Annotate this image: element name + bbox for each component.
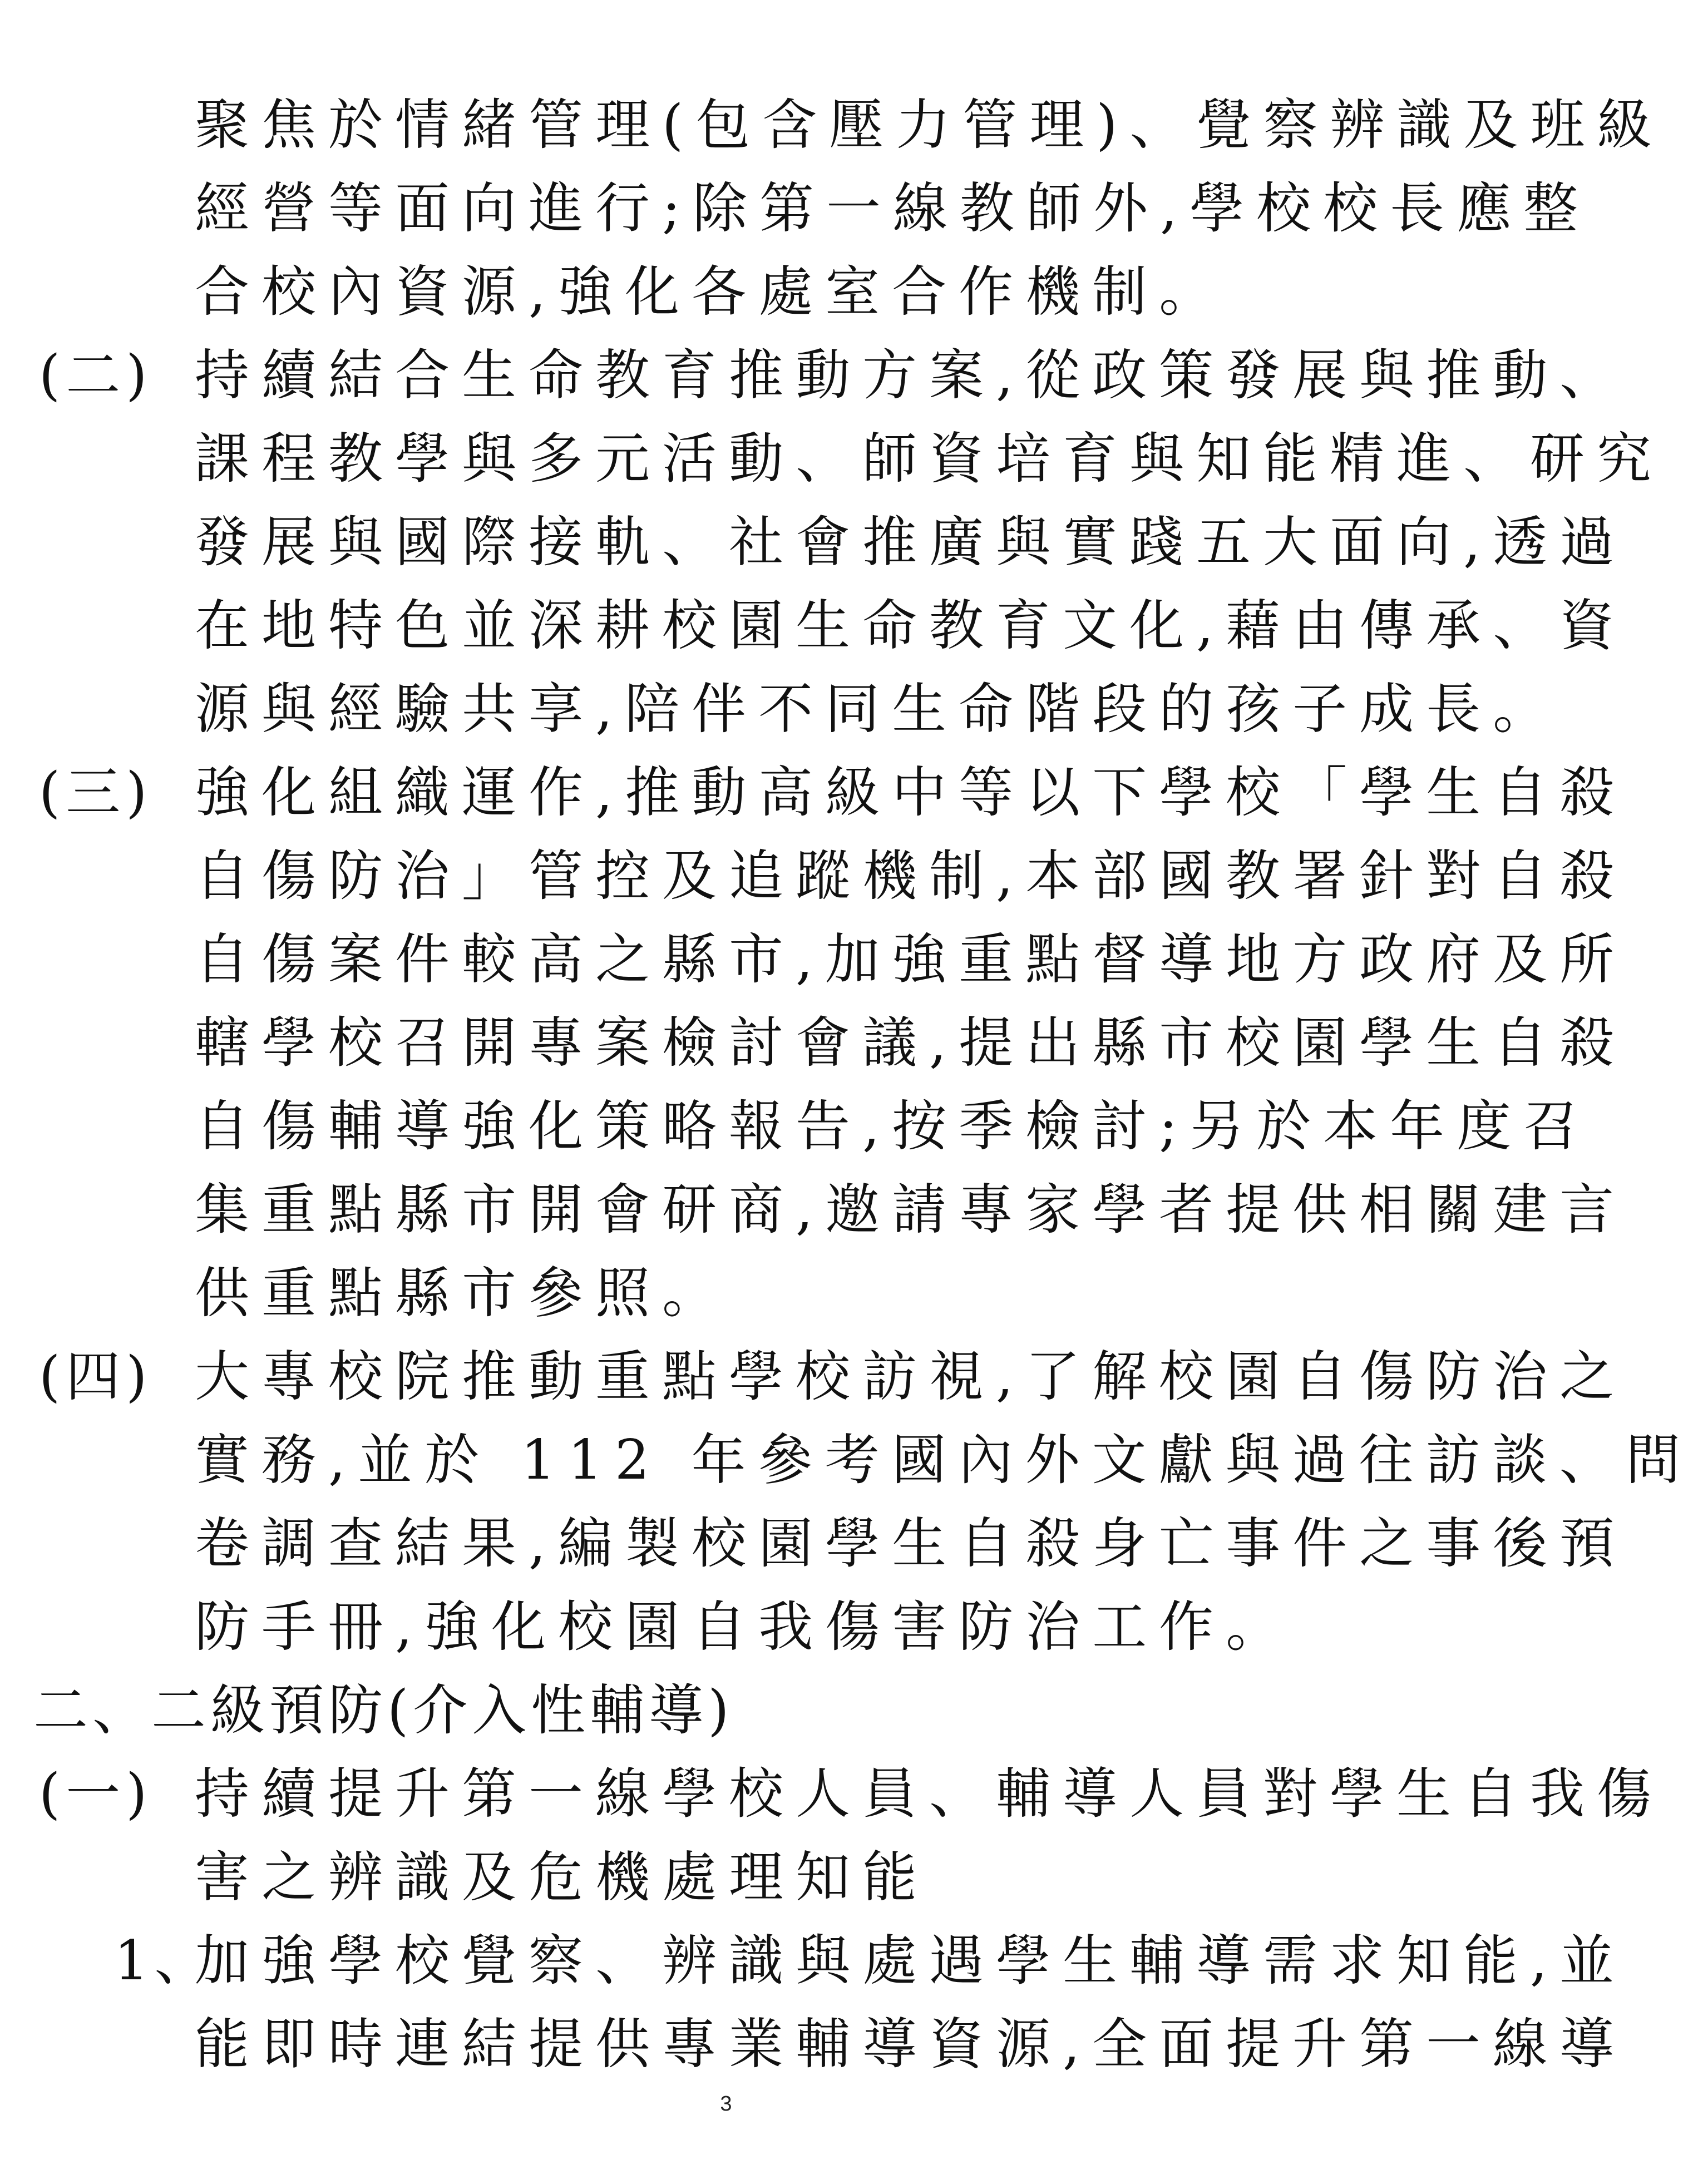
item-2-1-line-2: 害之辨識及危機處理知能 [195, 1846, 930, 1909]
intro-line-1: 聚焦於情緒管理(包含壓力管理)、覺察辨識及班級 [195, 93, 1664, 157]
item-4-line-2: 實務,並於 112 年參考國內外文獻與過往訪談、問 [195, 1429, 1693, 1492]
page-number: 3 [720, 2092, 732, 2116]
item-3-line-5: 自傷輔導強化策略報告,按季檢討;另於本年度召 [195, 1095, 1591, 1158]
item-2-line-5: 源與經驗共享,陪伴不同生命階段的孩子成長。 [195, 678, 1560, 741]
sub-1-line-2: 能即時連結提供專業輔導資源,全面提升第一線導 [195, 2013, 1627, 2076]
item-2-label: (二) [39, 344, 153, 407]
item-2-line-1: 持續結合生命教育推動方案,從政策發展與推動、 [195, 344, 1627, 407]
item-3-line-1: 強化組織運作,推動高級中等以下學校「學生自殺 [195, 761, 1627, 824]
item-3-line-7: 供重點縣市參照。 [195, 1262, 729, 1325]
item-2-1-label: (一) [39, 1762, 153, 1826]
item-4-line-1: 大專校院推動重點學校訪視,了解校園自傷防治之 [195, 1345, 1627, 1409]
item-3-line-2: 自傷防治」管控及追蹤機制,本部國教署針對自殺 [195, 844, 1627, 908]
item-2-line-2: 課程教學與多元活動、師資培育與知能精進、研究 [195, 427, 1664, 491]
item-2-line-4: 在地特色並深耕校園生命教育文化,藉由傳承、資 [195, 594, 1627, 658]
item-4-line-3: 卷調查結果,編製校園學生自殺身亡事件之事後預 [195, 1512, 1627, 1575]
item-4-label: (四) [39, 1345, 153, 1409]
item-2-line-3: 發展與國際接軌、社會推廣與實踐五大面向,透過 [195, 511, 1627, 574]
item-3-line-3: 自傷案件較高之縣市,加強重點督導地方政府及所 [195, 928, 1627, 991]
section-2-heading: 二、二級預防(介入性輔導) [33, 1679, 734, 1742]
item-3-label: (三) [39, 761, 153, 824]
intro-line-3: 合校內資源,強化各處室合作機制。 [195, 260, 1226, 324]
item-3-line-6: 集重點縣市開會研商,邀請專家學者提供相關建言 [195, 1178, 1627, 1242]
item-4-line-4: 防手冊,強化校園自我傷害防治工作。 [195, 1595, 1293, 1659]
sub-1-label: 1、 [114, 1929, 215, 1993]
item-3-line-4: 轄學校召開專案檢討會議,提出縣市校園學生自殺 [195, 1011, 1627, 1075]
item-2-1-line-1: 持續提升第一線學校人員、輔導人員對學生自我傷 [195, 1762, 1664, 1826]
sub-1-line-1: 加強學校覺察、辨識與處遇學生輔導需求知能,並 [195, 1929, 1627, 1993]
intro-line-2: 經營等面向進行;除第一線教師外,學校校長應整 [195, 177, 1591, 240]
